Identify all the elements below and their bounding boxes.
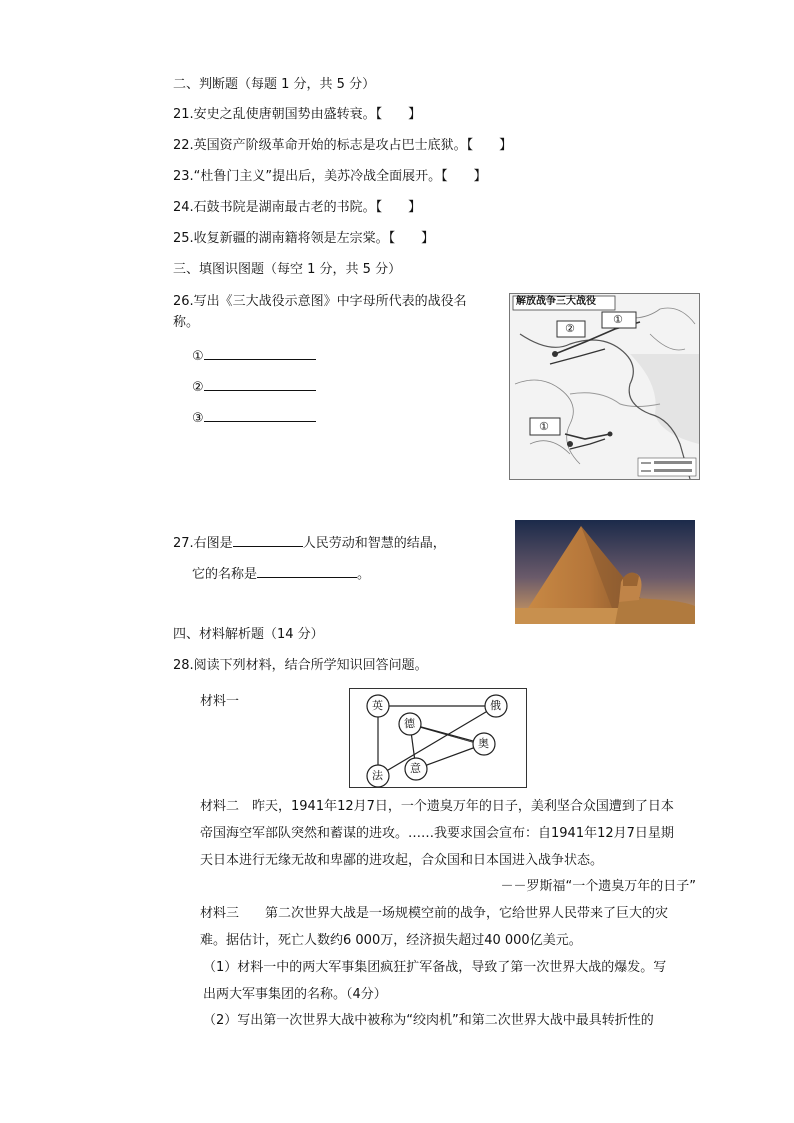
material-1-label: 材料一 [200, 694, 240, 709]
q27-blank-1[interactable] [233, 534, 303, 547]
section3-title: 三、填图识图题（每空 1 分，共 5 分） [173, 262, 402, 277]
node-fa: 法 [372, 769, 383, 782]
question-22: 22.英国资产阶级革命开始的标志是攻占巴士底狱。【 】 [173, 138, 513, 153]
blank-3-label: ③ [192, 411, 204, 426]
answer-blank-1 [192, 347, 316, 365]
blank-1-line[interactable] [204, 347, 316, 360]
question-23: 23.“杜鲁门主义”提出后，美苏冷战全面展开。【 】 [173, 169, 487, 184]
node-ao: 奥 [478, 737, 489, 750]
blank-3-line[interactable] [204, 409, 316, 422]
sub-question-2-line1: （2）写出第一次世界大战中被称为“绞肉机”和第二次世界大战中最具转折性的 [203, 1013, 654, 1028]
q27-part1: 27.右图是 [173, 536, 233, 551]
material-2-source: －－罗斯福“一个遗臭万年的日子” [500, 879, 696, 894]
map-drawing [510, 294, 699, 479]
node-ying: 英 [372, 699, 383, 712]
material-3-line1: 材料三 第二次世界大战是一场规模空前的战争，它给世界人民带来了巨大的灾 [200, 906, 669, 921]
material-2-line1: 材料二 昨天，1941年12月7日，一个遗臭万年的日子，美利坚合众国遭到了日本 [200, 799, 674, 814]
pyramid-drawing [515, 520, 695, 624]
alliance-diagram [349, 688, 527, 788]
node-yi: 意 [410, 762, 421, 775]
map-marker-3: ① [539, 420, 549, 433]
q27-blank-2[interactable] [257, 565, 357, 578]
sub-question-1-line1: （1）材料一中的两大军事集团疯狂扩军备战，导致了第一次世界大战的爆发。写 [203, 960, 667, 975]
q27-part3: 它的名称是 [192, 567, 258, 582]
map-marker-2: ② [565, 322, 575, 335]
q27-part4: 。 [357, 567, 371, 582]
node-de: 德 [404, 717, 415, 730]
question-21: 21.安史之乱使唐朝国势由盛转衰。【 】 [173, 107, 422, 122]
section4-title: 四、材料解析题（14 分） [173, 627, 324, 642]
material-3-line2: 难。据估计，死亡人数约6 000万，经济损失超过40 000亿美元。 [200, 933, 582, 948]
question-24: 24.石鼓书院是湖南最古老的书院。【 】 [173, 200, 422, 215]
blank-2-label: ② [192, 380, 204, 395]
map-marker-1: ① [613, 313, 623, 326]
question-27-line2 [192, 565, 370, 583]
question-25: 25.收复新疆的湖南籍将领是左宗棠。【 】 [173, 231, 435, 246]
section2-title: 二、判断题（每题 1 分，共 5 分） [173, 77, 376, 92]
question-26-line1: 26.写出《三大战役示意图》中字母所代表的战役名 [173, 294, 467, 309]
question-28: 28.阅读下列材料，结合所学知识回答问题。 [173, 658, 428, 673]
question-26-line2: 称。 [173, 315, 200, 330]
material-2-line3: 天日本进行无缘无故和卑鄙的进攻起，合众国和日本国进入战争状态。 [200, 853, 604, 868]
q27-part2: 人民劳动和智慧的结晶， [302, 536, 446, 551]
answer-blank-2 [192, 378, 316, 396]
three-campaigns-map [509, 293, 700, 480]
map-title: 解放战争三大战役 [516, 296, 596, 307]
blank-1-label: ① [192, 349, 204, 364]
question-27-line1 [173, 534, 446, 552]
material-2-line2: 帝国海空军部队突然和蓄谋的进攻。……我要求国会宣布：自1941年12月7日星期 [200, 826, 674, 841]
pyramid-sphinx-photo [515, 520, 695, 624]
blank-2-line[interactable] [204, 378, 316, 391]
answer-blank-3 [192, 409, 316, 427]
node-e: 俄 [490, 699, 501, 712]
sub-question-1-line2: 出两大军事集团的名称。（4分） [203, 987, 387, 1002]
